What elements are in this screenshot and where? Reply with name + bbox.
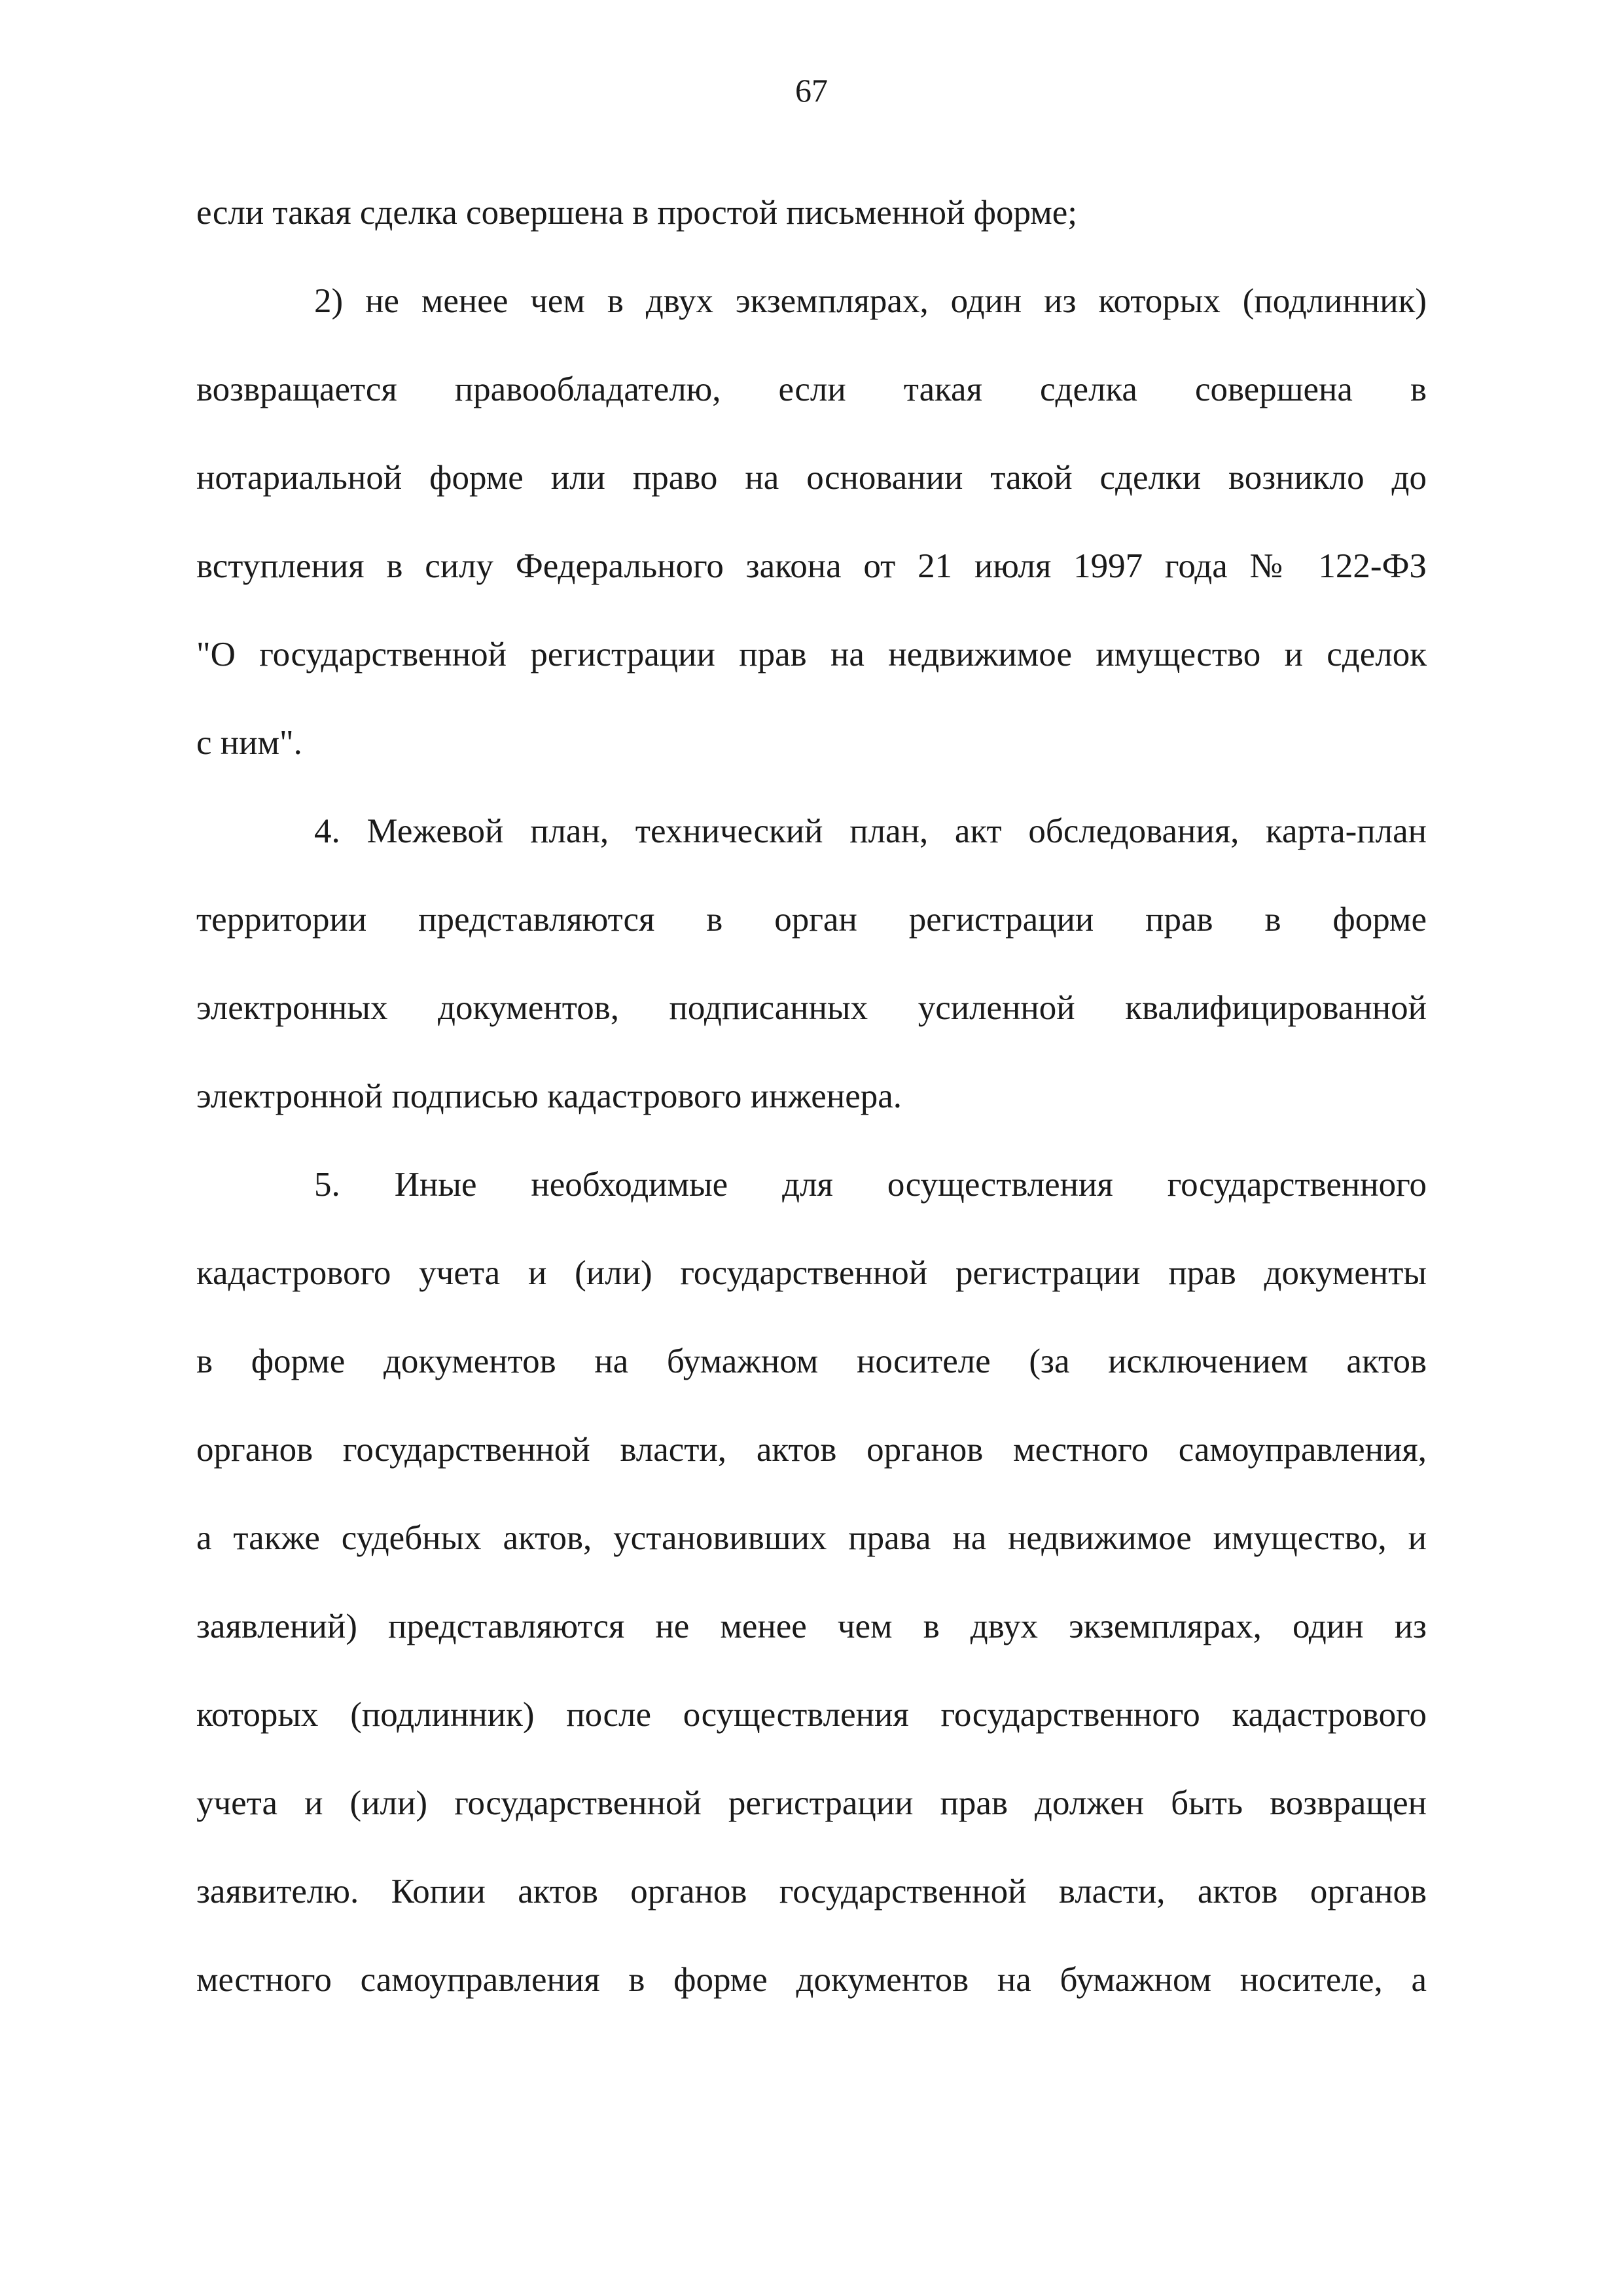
text-line: 5. Иные необходимые для осуществления государственного [314, 1166, 1427, 1204]
text-line: вступления в силу Федерального закона от 21 июля 1997 года № 122-ФЗ [196, 547, 1427, 585]
document-body [196, 169, 1427, 2024]
text-line: местного самоуправления в форме документов на бумажном носителе, а [196, 1961, 1427, 1999]
text-line: 2) не менее чем в двух экземплярах, один из которых (подлинник) [314, 282, 1427, 320]
text-line: 4. Межевой план, технический план, акт обследования, карта-план [314, 812, 1427, 850]
text-line: органов государственной власти, актов органов местного самоуправления, [196, 1431, 1427, 1469]
text-line: кадастрового учета и (или) государственной регистрации прав документы [196, 1254, 1427, 1292]
text-line: которых (подлинник) после осуществления государственного кадастрового [196, 1696, 1427, 1734]
text-line: возвращается правообладателю, если такая сделка совершена в [196, 370, 1427, 408]
text-line: учета и (или) государственной регистрации прав должен быть возвращен [196, 1784, 1427, 1822]
text-line: заявлений) представляются не менее чем в двух экземплярах, один из [196, 1607, 1427, 1645]
page-number: 67 [795, 72, 828, 109]
text-line: "О государственной регистрации прав на недвижимое имущество и сделок [196, 636, 1427, 673]
text-line: нотариальной форме или право на основании такой сделки возникло до [196, 459, 1427, 497]
text-line: электронных документов, подписанных усиленной квалифицированной [196, 989, 1427, 1027]
text-line: заявителю. Копии актов органов государственной власти, актов органов [196, 1873, 1427, 1910]
text-line: в форме документов на бумажном носителе (за исключением актов [196, 1342, 1427, 1380]
text-line: а также судебных актов, установивших права на недвижимое имущество, и [196, 1519, 1427, 1557]
text-line: электронной подписью кадастрового инженера. [196, 1077, 902, 1115]
text-line: если такая сделка совершена в простой письменной форме; [196, 194, 1077, 232]
text-line: с ним". [196, 724, 302, 762]
text-line: территории представляются в орган регистрации прав в форме [196, 901, 1427, 939]
